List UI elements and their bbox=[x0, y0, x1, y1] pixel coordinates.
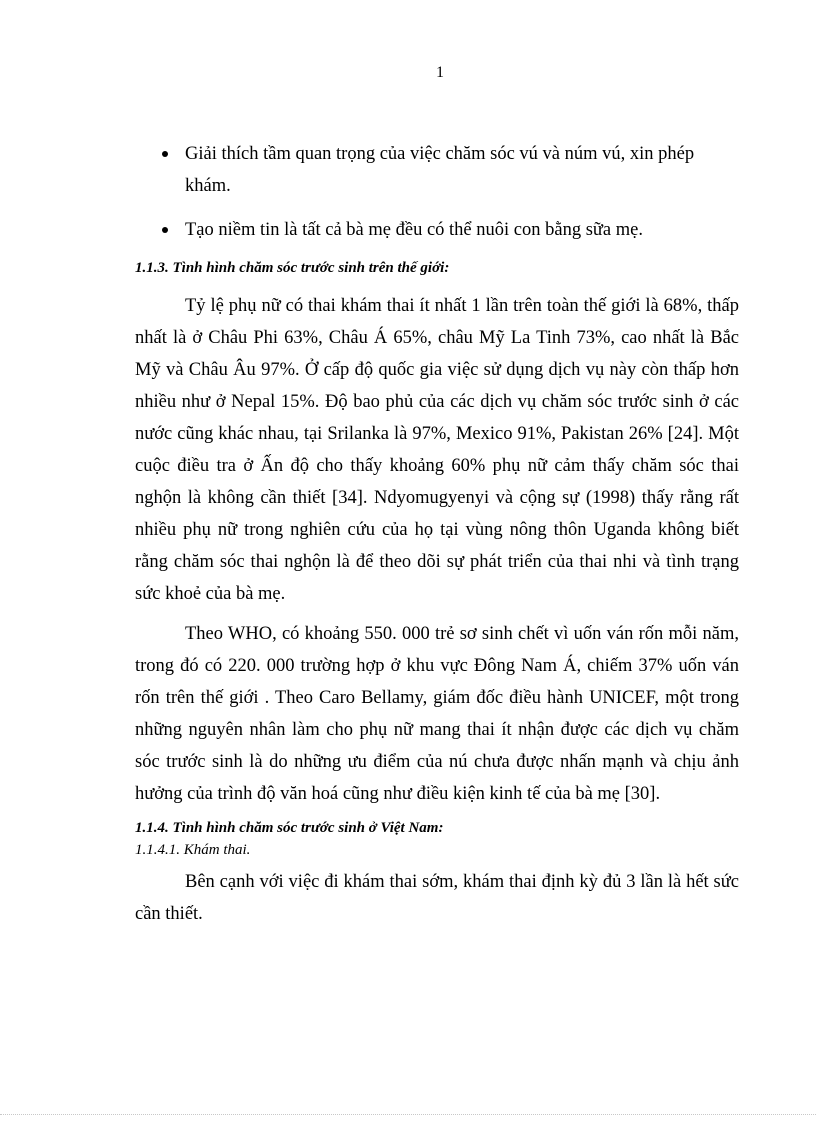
document-body bbox=[135, 138, 739, 938]
section-heading-1-1-4: 1.1.4. Tình hình chăm sóc trước sinh ở Việt Nam: bbox=[135, 820, 444, 836]
subsection-heading-1-1-4-1: 1.1.4.1. Khám thai. bbox=[135, 842, 251, 858]
bullet-icon bbox=[162, 227, 168, 233]
list-item-text: Tạo niềm tin là tất cả bà mẹ đều có thể nuôi con bằng sữa mẹ. bbox=[185, 220, 643, 240]
paragraph: Tỷ lệ phụ nữ có thai khám thai ít nhất 1 lần trên toàn thế giới là 68%, thấp nhất là ở Châu Phi 63%, Châu Á 65%, châu Mỹ La Tinh 73%, cao nhất là Bắc Mỹ và Châu Âu 97%. Ở cấp độ quốc gia việc sử dụng dịch vụ này còn thấp hơn nhiều như ở Nepal 15%. Độ bao phủ của các dịch vụ chăm sóc trước sinh ở các nước cũng khác nhau, tại Srilanka là 97%, Mexico 91%, Pakistan 26% [24]. Một cuộc điều tra ở Ấn độ cho thấy khoảng 60% phụ nữ cảm thấy chăm sóc thai nghộn là không cần thiết [34]. Ndyomugyenyi và cộng sự (1998) thấy rằng rất nhiều phụ nữ trong nghiên cứu của họ tại vùng nông thôn Uganda không biết rằng chăm sóc thai nghộn là để theo dõi sự phát triển của thai nhi và tình trạng sức khoẻ của bà mẹ. bbox=[135, 296, 739, 604]
page-number: 1 bbox=[436, 64, 444, 81]
list-item bbox=[135, 214, 739, 246]
section-heading-1-1-3: 1.1.3. Tình hình chăm sóc trước sinh trên thế giới: bbox=[135, 260, 450, 276]
list-item bbox=[135, 138, 739, 202]
page-bottom-divider bbox=[0, 1114, 816, 1115]
paragraph: Bên cạnh với việc đi khám thai sớm, khám thai định kỳ đủ 3 lần là hết sức cần thiết. bbox=[135, 872, 739, 924]
list-item-text: Giải thích tầm quan trọng của việc chăm sóc vú và núm vú, xin phép khám. bbox=[185, 144, 695, 196]
paragraph: Theo WHO, có khoảng 550. 000 trẻ sơ sinh chết vì uốn ván rốn mỗi năm, trong đó có 220. 000 trường hợp ở khu vực Đông Nam Á, chiếm 37% uốn ván rốn trên thế giới . Theo Caro Bellamy, giám đốc điều hành UNICEF, một trong những nguyên nhân làm cho phụ nữ mang thai ít nhận được các dịch vụ chăm sóc trước sinh là do những ưu điểm của nú chưa được nhấn mạnh và chịu ảnh hưởng của trình độ văn hoá cũng như điều kiện kinh tế của bà mẹ [30]. bbox=[135, 624, 739, 804]
bullet-list bbox=[135, 138, 739, 246]
bullet-icon bbox=[162, 151, 168, 157]
